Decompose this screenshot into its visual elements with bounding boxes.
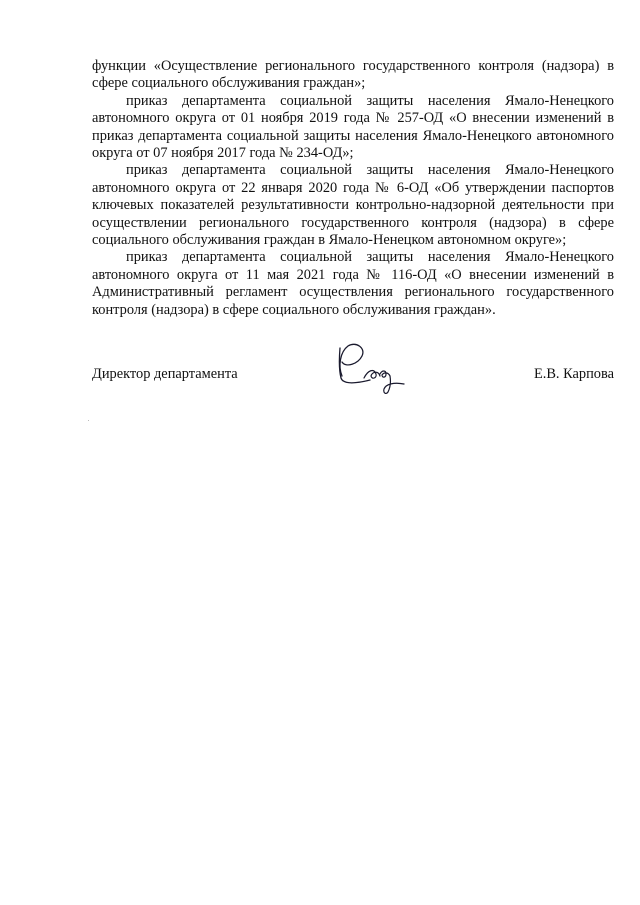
document-body [92,58,614,319]
paragraph-order-6: приказ департамента социальной защиты населения Ямало-Ненецкого автономного округа от 22 января 2020 года № 6-ОД «Об утверждении паспортов ключевых показателей результативности контрольно-надзорной деятельности при осуществлении регионального государственного контроля (надзора) в сфере социального обслуживания граждан в Ямало-Ненецком автономном округе»; [92,162,614,249]
paragraph-continuation: функции «Осуществление регионального государственного контроля (надзора) в сфере социального обслуживания граждан»; [92,58,614,92]
signatory-name: Е.В. Карпова [533,366,614,382]
scan-speck [88,420,89,421]
signatory-position: Директор департамента [92,366,238,382]
paragraph-order-257: приказ департамента социальной защиты населения Ямало-Ненецкого автономного округа от 01 ноября 2019 года № 257-ОД «О внесении изменений в приказ департамента социальной защиты населения Ямало-Ненецкого автономного округа от 07 ноября 2017 года № 234-ОД»; [92,92,614,162]
paragraph-order-116: приказ департамента социальной защиты населения Ямало-Ненецкого автономного округа от 11 мая 2021 года № 116-ОД «О внесении изменений в Административный регламент осуществления регионального государственного контроля (надзора) в сфере социального обслуживания граждан». [92,249,614,318]
handwritten-signature [334,340,416,396]
